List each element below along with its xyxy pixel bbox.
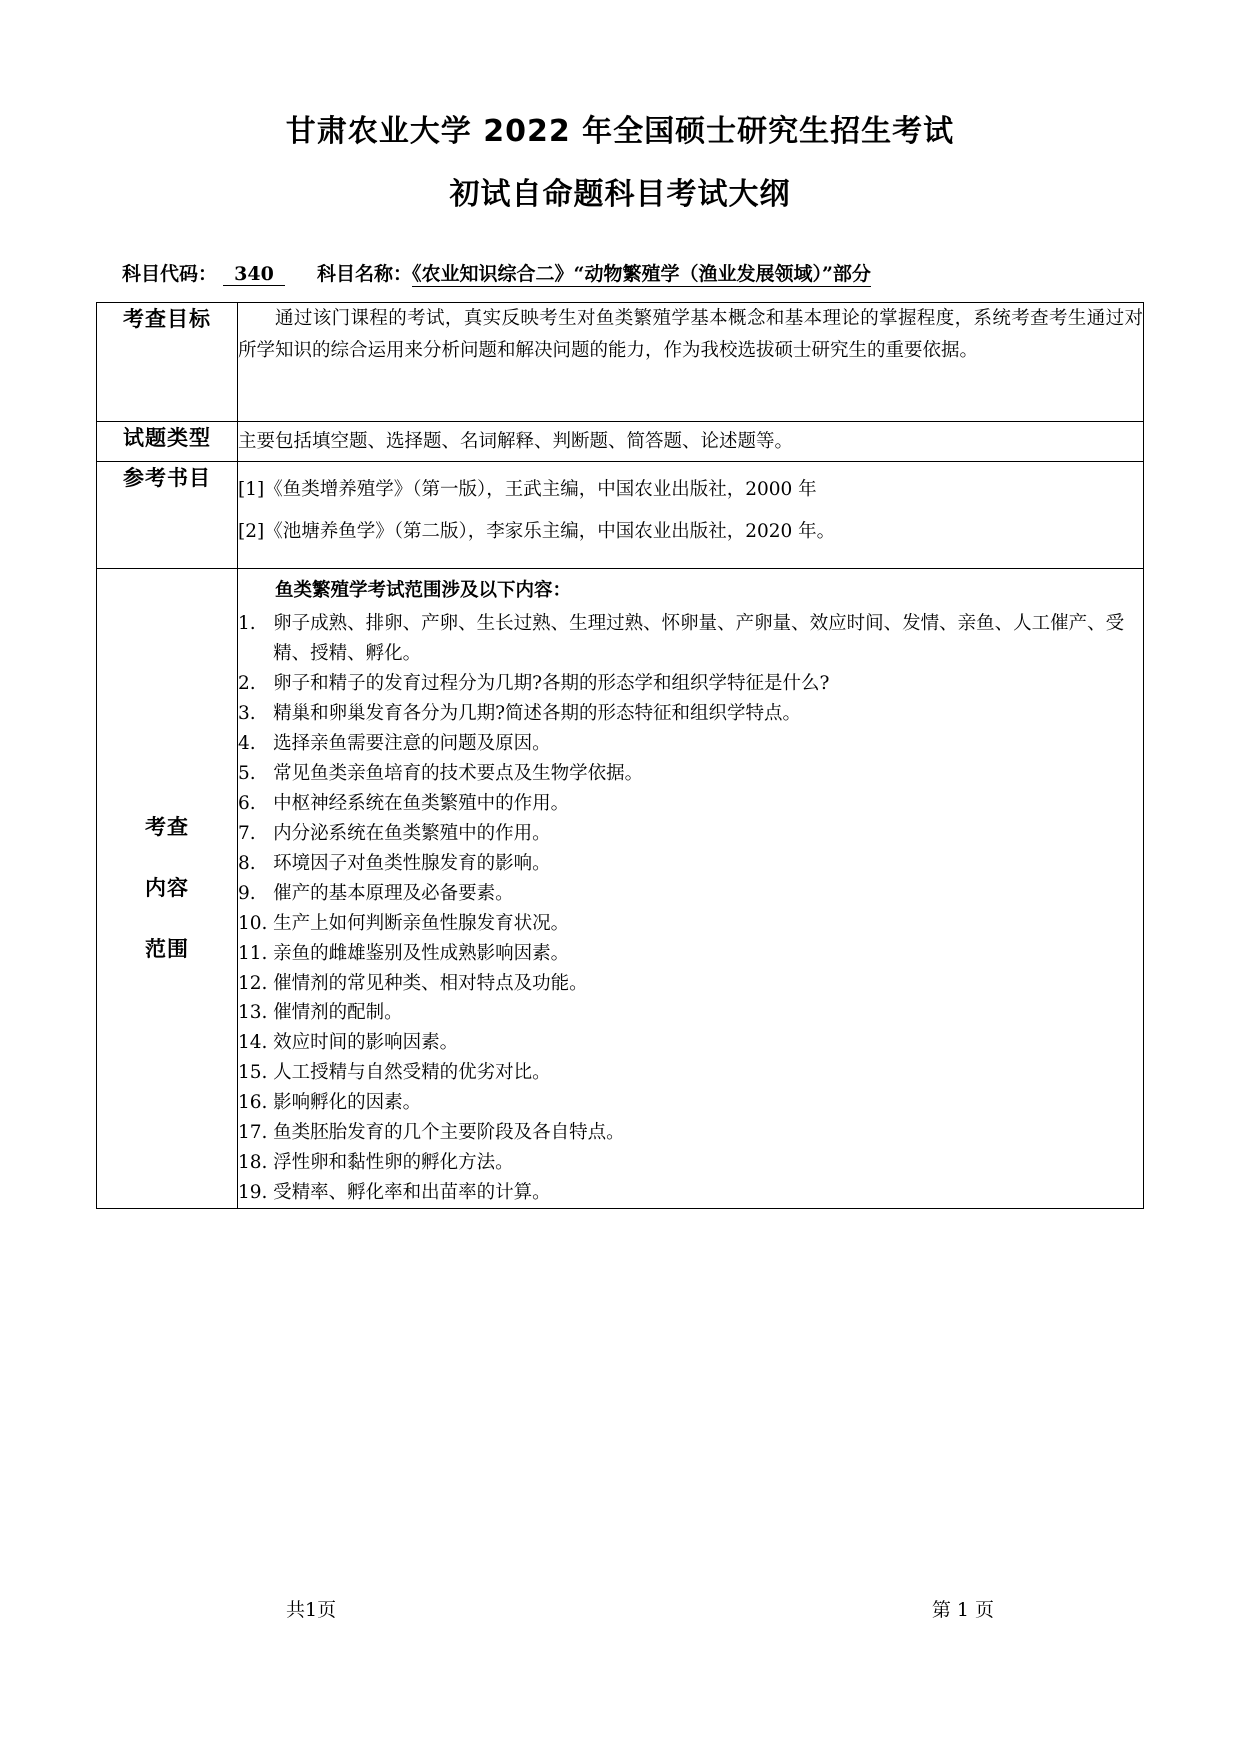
subject-name-value: 《农业知识综合二》“动物繁殖学（渔业发展领域）”部分	[412, 263, 871, 285]
list-item-number: 12.	[238, 972, 268, 994]
list-item-number: 3.	[238, 702, 256, 724]
list-item	[238, 1118, 1143, 1148]
table-row-exam-scope	[97, 569, 1144, 1209]
list-item	[238, 819, 1143, 849]
list-item	[238, 1088, 1143, 1118]
list-item	[238, 759, 1143, 789]
list-item	[238, 939, 1143, 969]
list-item	[238, 1178, 1143, 1208]
list-item	[238, 1058, 1143, 1088]
reference-item-1: [1]《鱼类增养殖学》（第一版），王武主编，中国农业出版社，2000 年	[238, 479, 817, 501]
list-item-number: 13.	[238, 1002, 268, 1024]
list-item-text: 内分泌系统在鱼类繁殖中的作用。	[273, 822, 551, 844]
exam-goal-paragraph: 通过该门课程的考试，真实反映考生对鱼类繁殖学基本概念和基本理论的掌握程度，系统考查考生通过对所学知识的综合运用来分析问题和解决问题的能力，作为我校选拔硕士研究生的重要依据。	[238, 308, 1143, 361]
row-label-exam-goal: 考查目标	[97, 303, 238, 422]
row-label-exam-scope-part-2: 内容	[145, 876, 189, 901]
list-item	[238, 609, 1143, 669]
list-item-number: 5.	[238, 762, 256, 784]
row-label-exam-scope-part-3: 范围	[145, 937, 189, 962]
list-item	[238, 969, 1143, 999]
subject-header	[96, 259, 1144, 286]
list-item	[238, 849, 1143, 879]
list-item-text: 受精率、孵化率和出苗率的计算。	[273, 1182, 551, 1204]
table-row-question-types	[97, 421, 1144, 462]
subject-code-value: 340	[223, 263, 285, 286]
row-body-references	[238, 462, 1144, 569]
list-item	[238, 909, 1143, 939]
list-item-number: 19.	[238, 1182, 268, 1204]
list-item-text: 精巢和卵巢发育各分为几期?简述各期的形态特征和组织学特点。	[273, 702, 802, 724]
list-item-number: 1.	[238, 612, 256, 634]
subject-name-label: 科目名称：	[317, 263, 413, 285]
list-item-text: 人工授精与自然受精的优劣对比。	[273, 1062, 551, 1084]
list-item	[238, 699, 1143, 729]
list-item-text: 催情剂的常见种类、相对特点及功能。	[273, 972, 588, 994]
list-item-text: 生产上如何判断亲鱼性腺发育状况。	[273, 912, 570, 934]
table-row-references	[97, 462, 1144, 569]
list-item-text: 环境因子对鱼类性腺发育的影响。	[273, 852, 551, 874]
table-row-exam-goal	[97, 303, 1144, 422]
footer-total-pages: 共1页	[286, 1599, 337, 1621]
list-item	[238, 998, 1143, 1028]
list-item-text: 鱼类胚胎发育的几个主要阶段及各自特点。	[273, 1122, 625, 1144]
list-item-number: 6.	[238, 792, 256, 814]
list-item-text: 催产的基本原理及必备要素。	[273, 882, 514, 904]
list-item-text: 选择亲鱼需要注意的问题及原因。	[273, 732, 551, 754]
list-item-number: 15.	[238, 1062, 268, 1084]
row-label-exam-scope-part-1: 考查	[145, 815, 189, 840]
list-item-number: 17.	[238, 1122, 268, 1144]
list-item-number: 10.	[238, 912, 268, 934]
list-item	[238, 669, 1143, 699]
document-title-line-2: 初试自命题科目考试大纲	[449, 176, 791, 212]
list-item-text: 效应时间的影响因素。	[273, 1032, 459, 1054]
document-title-line-1: 甘肃农业大学 2022 年全国硕士研究生招生考试	[285, 114, 955, 149]
list-item-number: 4.	[238, 732, 256, 754]
list-item-text: 卵子成熟、排卵、产卵、生长过熟、生理过熟、怀卵量、产卵量、效应时间、发情、亲鱼、人工催产、受精、授精、孵化。	[273, 612, 1125, 664]
row-body-question-types	[238, 421, 1144, 462]
page-footer	[96, 1595, 1144, 1622]
syllabus-table	[96, 302, 1144, 1209]
row-label-exam-scope	[97, 569, 238, 1209]
list-item-number: 11.	[238, 942, 268, 964]
list-item-text: 卵子和精子的发育过程分为几期?各期的形态学和组织学特征是什么?	[273, 672, 830, 694]
list-item-text: 中枢神经系统在鱼类繁殖中的作用。	[273, 792, 570, 814]
list-item	[238, 1148, 1143, 1178]
list-item-text: 浮性卵和黏性卵的孵化方法。	[273, 1152, 514, 1174]
list-item	[238, 1028, 1143, 1058]
exam-scope-heading: 鱼类繁殖学考试范围涉及以下内容：	[275, 580, 572, 602]
list-item	[238, 879, 1143, 909]
footer-page-number: 第 1 页	[931, 1599, 994, 1621]
list-item-number: 2.	[238, 672, 256, 694]
list-item-number: 7.	[238, 822, 256, 844]
list-item-text: 催情剂的配制。	[273, 1002, 403, 1024]
row-label-question-types: 试题类型	[97, 421, 238, 462]
list-item-text: 亲鱼的雌雄鉴别及性成熟影响因素。	[273, 942, 570, 964]
reference-item-2: [2]《池塘养鱼学》（第二版），李家乐主编，中国农业出版社，2020 年。	[238, 521, 836, 543]
list-item-text: 影响孵化的因素。	[273, 1092, 422, 1114]
exam-scope-list	[238, 609, 1143, 1208]
list-item-number: 9.	[238, 882, 256, 904]
list-item-text: 常见鱼类亲鱼培育的技术要点及生物学依据。	[273, 762, 644, 784]
list-item	[238, 789, 1143, 819]
question-types-text: 主要包括填空题、选择题、名词解释、判断题、简答题、论述题等。	[238, 430, 794, 452]
list-item-number: 16.	[238, 1092, 268, 1114]
subject-code-label: 科目代码：	[122, 263, 218, 285]
list-item-number: 8.	[238, 852, 256, 874]
list-item	[238, 729, 1143, 759]
row-label-references: 参考书目	[97, 462, 238, 569]
title-block	[96, 0, 1144, 215]
list-item-number: 14.	[238, 1032, 268, 1054]
row-body-exam-goal	[238, 303, 1144, 422]
row-body-exam-scope	[238, 569, 1144, 1209]
list-item-number: 18.	[238, 1152, 268, 1174]
